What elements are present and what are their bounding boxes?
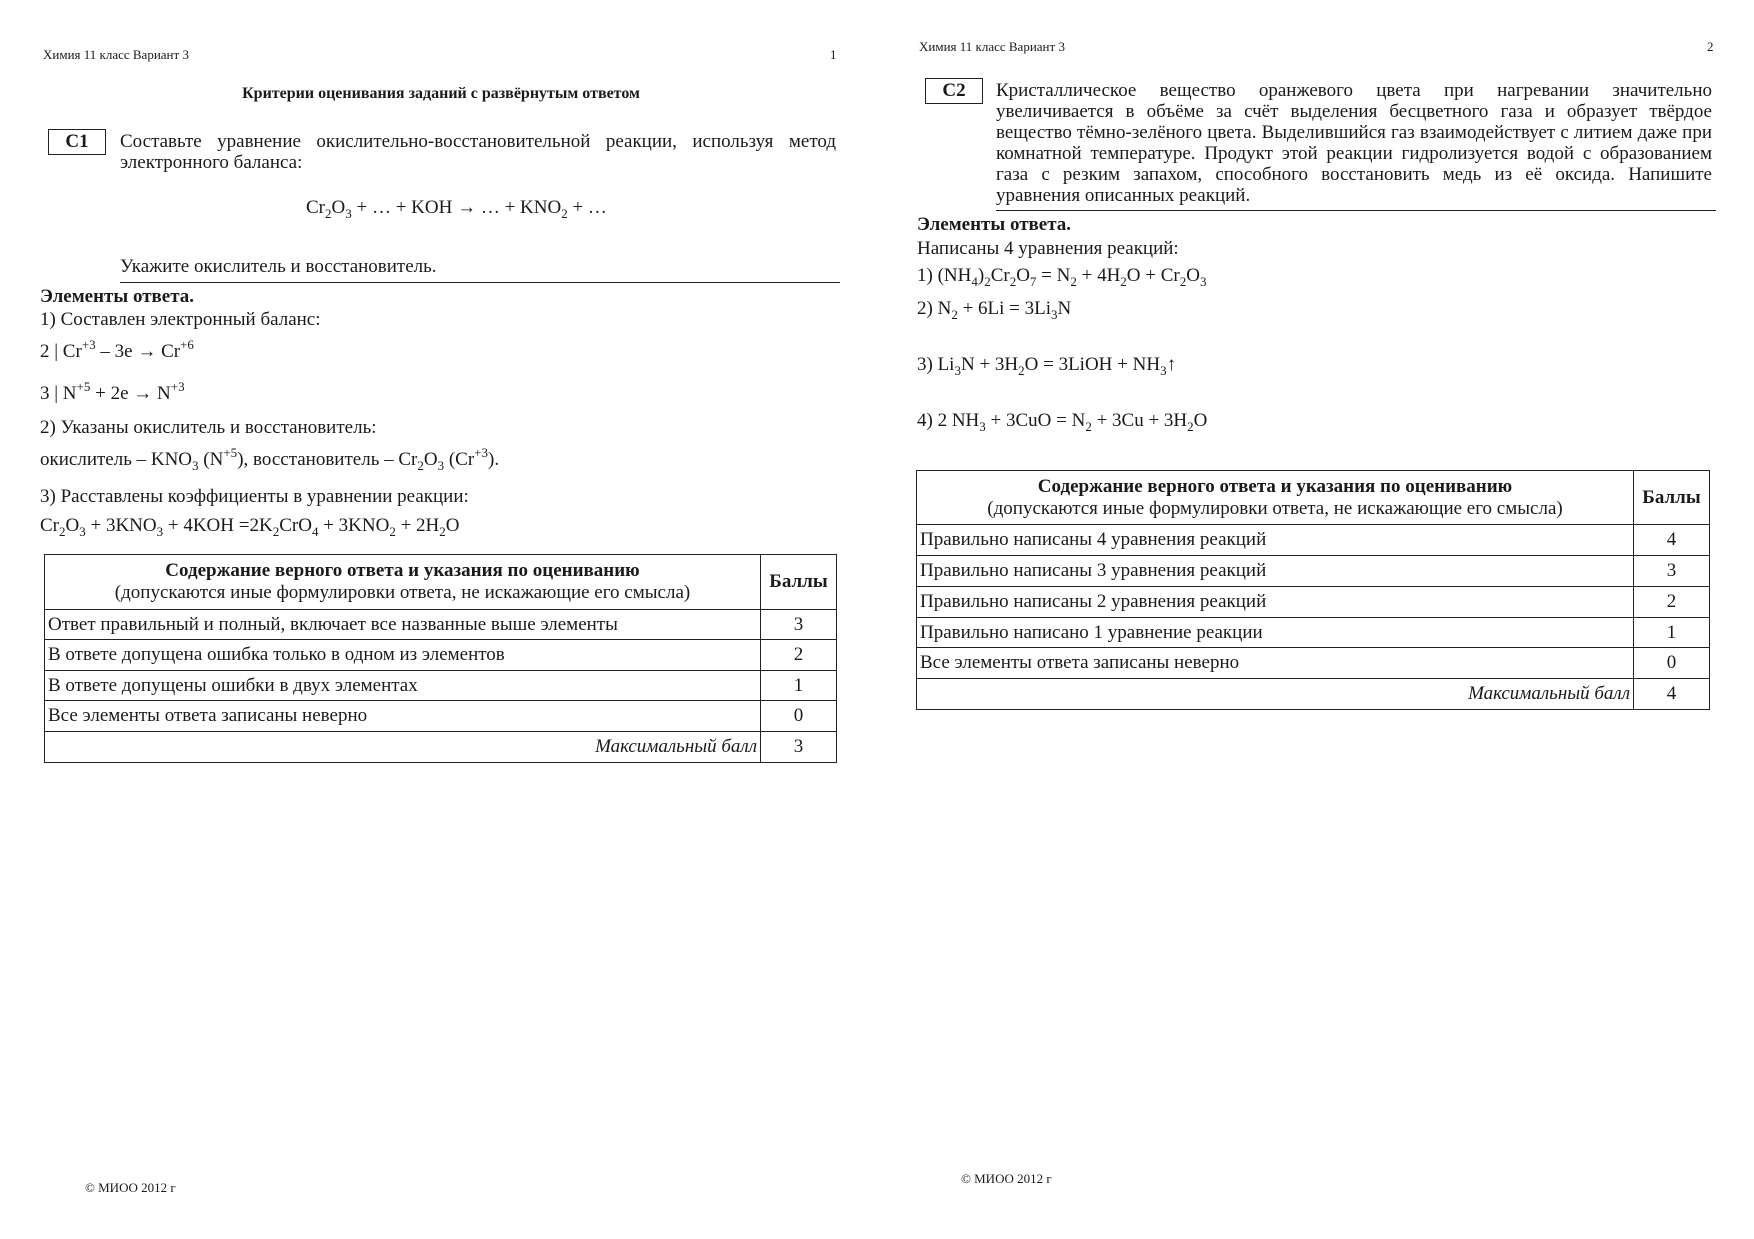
max-score-value: 3 [761, 732, 837, 763]
c2-task-text: Кристаллическое вещество оранжевого цвета при нагревании значительно увеличивается в объёме за счёт выделения бесцветного газа и образует твёрдое вещество тёмно-зелёного цвета. Выделившийся газ взаимодействует с литием даже при комнатной температуре. Продукт этой реакции гидролизуется водой с образованием газа с резким запахом, способного восстановить медь из её оксида. Напишите уравнения описанных реакций. [996, 80, 1712, 206]
page-2 [877, 0, 1754, 1239]
table-row [917, 648, 1710, 679]
c1-balance-cr: 2 | $Cr^{+3} - 3е \to Cr^{+6}$ [40, 337, 194, 362]
c1-elements-heading: Элементы ответа. [40, 286, 195, 307]
table-row [45, 701, 837, 732]
row-score: 4 [1634, 525, 1710, 556]
divider [120, 282, 840, 283]
row-score: 2 [761, 640, 837, 671]
c2-intro: Написаны 4 уравнения реакций: [917, 238, 1179, 259]
divider [996, 210, 1716, 211]
table-header-content [45, 555, 761, 610]
c1-oxidizer-line: окислитель – $KNO_3$ $(N^{+5})$, восстановитель – $Cr_2O_3$ $(Cr^{+3})$. [40, 445, 500, 473]
row-score: 3 [761, 610, 837, 640]
table-header-note: (допускаются иные формулировки ответа, не искажающие его смысла) [987, 497, 1563, 519]
page-footer: © МИОО 2012 г [85, 1180, 176, 1195]
table-header-score: Баллы [1634, 471, 1710, 525]
max-score-label: Максимальный балл [45, 732, 761, 763]
row-text: Все элементы ответа записаны неверно [917, 648, 1634, 679]
row-score: 2 [1634, 587, 1710, 618]
table-row [917, 618, 1710, 648]
table-row [45, 610, 837, 640]
c1-criteria-table [44, 554, 837, 763]
c2-equation-1: 1) $(NH_4)_2Cr_2O_7 = N_2 + 4H_2O + Cr_2O_3$ [917, 265, 1207, 289]
row-text: Правильно написано 1 уравнение реакции [917, 618, 1634, 648]
c1-step1: 1) Составлен электронный баланс: [40, 309, 321, 330]
max-score-label: Максимальный балл [917, 679, 1634, 710]
table-max-row [45, 732, 837, 763]
table-header-title: Содержание верного ответа и указания по оцениванию [165, 560, 640, 581]
row-score: 0 [1634, 648, 1710, 679]
table-header-row [917, 471, 1710, 525]
max-score-value: 4 [1634, 679, 1710, 710]
page-header: Химия 11 класс Вариант 3 [43, 47, 189, 62]
c1-instruction: Укажите окислитель и восстановитель. [120, 256, 437, 277]
c1-task-text: Составьте уравнение окислительно-восстановительной реакции, используя метод электронного баланса: [120, 131, 836, 173]
table-header-note: (допускаются иные формулировки ответа, не искажающие его смысла) [114, 582, 691, 603]
row-text: В ответе допущены ошибки в двух элементах [45, 671, 761, 701]
c1-final-equation: $Cr_2O_3 + 3KNO_3 + 4KOH =2K_2CrO_4 + 3KNO_2 + 2H_2O$ [40, 515, 460, 539]
task-label-c2: С2 [925, 78, 983, 104]
row-text: Правильно написаны 4 уравнения реакций [917, 525, 1634, 556]
row-score: 1 [1634, 618, 1710, 648]
c1-balance-n: 3 | $N^{+5} + 2е \to N^{+3}$ [40, 379, 185, 404]
table-header-score: Баллы [761, 555, 837, 610]
c2-equation-2: 2) $N_2 + 6Li = 3Li_3N$ [917, 298, 1072, 322]
c2-elements-heading: Элементы ответа. [917, 214, 1072, 235]
row-text: Правильно написаны 2 уравнения реакций [917, 587, 1634, 618]
page-number: 1 [830, 47, 837, 62]
task-label-c1: С1 [48, 129, 106, 155]
row-text: Правильно написаны 3 уравнения реакций [917, 556, 1634, 587]
table-header-row [45, 555, 837, 610]
page-number: 2 [1707, 39, 1714, 54]
row-text: В ответе допущена ошибка только в одном из элементов [45, 640, 761, 671]
c1-equation: $Cr_2O_3$ + … + KOH → … + $KNO_2$ + … [306, 197, 607, 221]
table-max-row [917, 679, 1710, 710]
table-row [45, 671, 837, 701]
row-score: 3 [1634, 556, 1710, 587]
c2-equation-4: 4) 2 $NH_3 + 3CuO = N_2 + 3Cu + 3H_2O$ [917, 410, 1208, 434]
page-footer: © МИОО 2012 г [961, 1171, 1052, 1186]
c1-step2: 2) Указаны окислитель и восстановитель: [40, 417, 377, 438]
table-header-title: Содержание верного ответа и указания по оцениванию [1037, 475, 1513, 497]
table-row [45, 640, 837, 671]
c2-equation-3: 3) $Li_3N + 3H_2O$ = 3LiOH + $NH_3↑$ [917, 354, 1177, 378]
row-text: Ответ правильный и полный, включает все названные выше элементы [45, 610, 761, 640]
row-score: 0 [761, 701, 837, 732]
table-row [917, 587, 1710, 618]
table-header-content [917, 471, 1634, 525]
c2-criteria-table [916, 470, 1710, 710]
row-score: 1 [761, 671, 837, 701]
table-row [917, 525, 1710, 556]
c1-step3: 3) Расставлены коэффициенты в уравнении реакции: [40, 486, 469, 507]
page-header: Химия 11 класс Вариант 3 [919, 39, 1065, 54]
section-title: Критерии оценивания заданий с развёрнутым ответом [242, 85, 640, 102]
table-row [917, 556, 1710, 587]
row-text: Все элементы ответа записаны неверно [45, 701, 761, 732]
